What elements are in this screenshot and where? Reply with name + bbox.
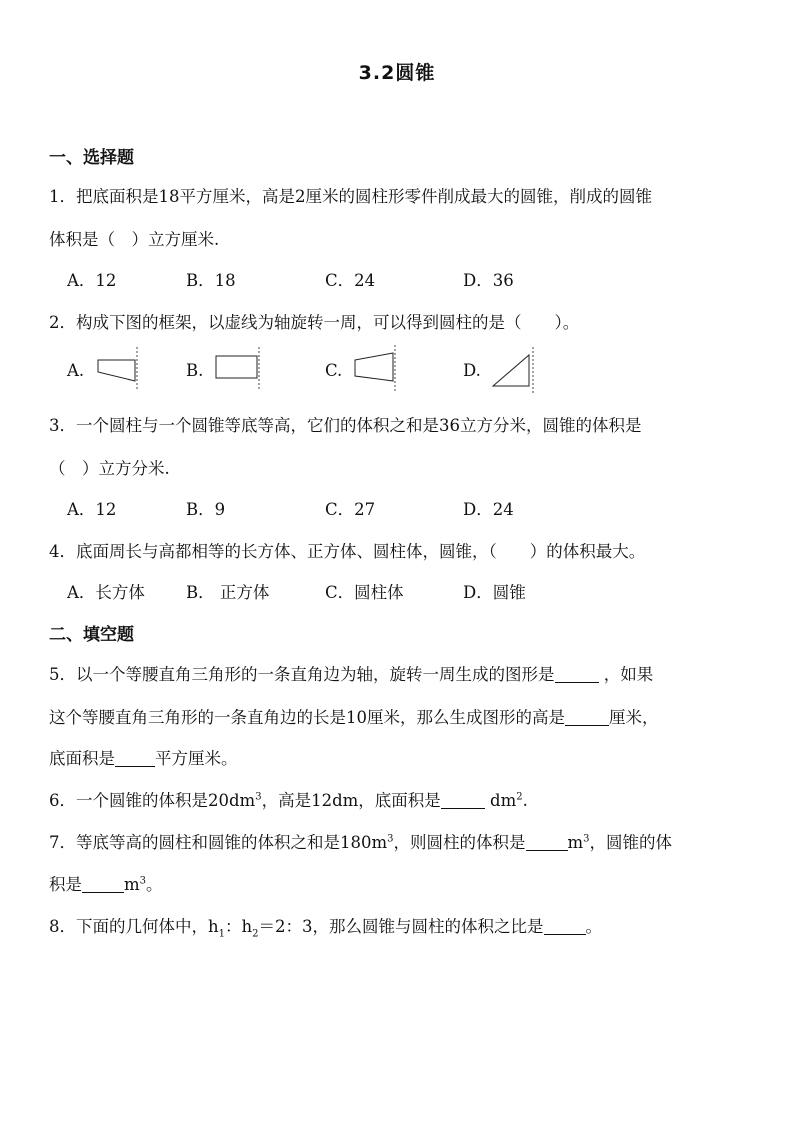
q2-figure-label-a[interactable]: A. xyxy=(67,361,85,380)
q6-blank-1[interactable] xyxy=(441,792,485,810)
q8-text-b: ：h xyxy=(225,917,253,936)
q7-blank-2[interactable] xyxy=(82,876,124,894)
q1-option-d[interactable]: D．36 xyxy=(463,271,514,290)
q4-option-a[interactable]: A．长方体 xyxy=(67,583,145,602)
q4-option-b[interactable]: B． 正方体 xyxy=(186,583,270,602)
q6-text-d: . xyxy=(522,791,528,810)
q2-text-line1: 2．构成下图的框架，以虚线为轴旋转一周，可以得到圆柱的是（ ）。 xyxy=(49,313,580,332)
q8-sub-1: 1 xyxy=(218,928,225,940)
q5-line2-tail: 厘米， xyxy=(609,708,659,727)
q3-option-d[interactable]: D．24 xyxy=(463,500,514,519)
q1-option-b[interactable]: B．18 xyxy=(186,271,236,290)
q2-figure-label-d[interactable]: D. xyxy=(463,361,481,380)
q3-option-b[interactable]: B．9 xyxy=(186,500,226,519)
q2-figure-c-trapezoid xyxy=(352,345,402,393)
section-heading-fill: 二、填空题 xyxy=(49,625,134,645)
q5-line3-tail: 平方厘米。 xyxy=(155,749,238,768)
q7-text-c: m xyxy=(567,833,584,852)
q7-text-e: 积是 xyxy=(49,875,82,894)
q8-blank-1[interactable] xyxy=(544,918,586,936)
q8-sub-2: 2 xyxy=(252,928,259,940)
q5-text-line2 xyxy=(49,704,659,728)
q7-text-f: m xyxy=(124,875,140,894)
q5-line3-text: 底面积是 xyxy=(49,749,115,768)
q1-option-a[interactable]: A．12 xyxy=(67,271,117,290)
q3-text-line1: 3．一个圆柱与一个圆锥等底等高，它们的体积之和是36立方分米，圆锥的体积是 xyxy=(49,416,642,435)
q8-text-a: 8．下面的几何体中，h xyxy=(49,917,219,936)
q8-text-line1 xyxy=(49,913,602,939)
q6-text-b: ，高是12dm，底面积是 xyxy=(261,791,441,810)
q3-option-c[interactable]: C．27 xyxy=(325,500,376,519)
q5-line1-tail: ，如果 xyxy=(598,665,654,684)
q3-option-a[interactable]: A．12 xyxy=(67,500,117,519)
q5-line2-text: 这个等腰直角三角形的一条直角边的长是10厘米，那么生成图形的高是 xyxy=(49,708,565,727)
q6-text-a: 6．一个圆锥的体积是20dm xyxy=(49,791,256,810)
q3-text-line2: （ ）立方分米. xyxy=(49,459,170,478)
q8-text-d: 。 xyxy=(585,917,603,936)
q6-text-line1 xyxy=(49,787,528,811)
page-title: 3.2圆锥 xyxy=(358,62,436,84)
q5-blank-3[interactable] xyxy=(115,750,155,768)
q5-blank-2[interactable] xyxy=(565,709,609,727)
q7-text-line1 xyxy=(49,829,672,853)
q6-text-c: dm xyxy=(484,791,517,810)
q5-text-line3 xyxy=(49,745,238,769)
section-heading-choice: 一、选择题 xyxy=(49,148,134,168)
q1-option-c[interactable]: C．24 xyxy=(325,271,376,290)
q4-option-c[interactable]: C．圆柱体 xyxy=(325,583,404,602)
q2-figure-label-c[interactable]: C. xyxy=(325,361,343,380)
q5-blank-1[interactable] xyxy=(555,666,599,684)
q6-sup-2: 2 xyxy=(516,791,523,803)
q2-figure-label-b[interactable]: B. xyxy=(186,361,204,380)
q7-sup-3: 3 xyxy=(139,875,147,887)
q4-option-d[interactable]: D．圆锥 xyxy=(463,583,526,602)
q7-sup-1: 3 xyxy=(387,833,394,845)
q1-text-line2: 体积是（ ）立方厘米. xyxy=(49,230,220,249)
q7-text-b: ，则圆柱的体积是 xyxy=(393,833,526,852)
q5-line1-text: 5．以一个等腰直角三角形的一条直角边为轴，旋转一周生成的图形是 xyxy=(49,665,555,684)
q7-text-d: ，圆锥的体 xyxy=(589,833,673,852)
q7-sup-2: 3 xyxy=(583,833,590,845)
q2-figure-d-triangle xyxy=(490,345,540,393)
q1-text-line1: 1．把底面积是18平方厘米，高是2厘米的圆柱形零件削成最大的圆锥，削成的圆锥 xyxy=(49,187,652,206)
q7-text-a: 7．等底等高的圆柱和圆锥的体积之和是180m xyxy=(49,833,388,852)
q7-blank-1[interactable] xyxy=(526,834,568,852)
q4-text-line1: 4．底面周长与高都相等的长方体、正方体、圆柱体，圆锥，（ ）的体积最大。 xyxy=(49,542,646,561)
q8-text-c: ＝2：3，那么圆锥与圆柱的体积之比是 xyxy=(258,917,544,936)
q7-text-g: 。 xyxy=(146,875,163,894)
q5-text-line1 xyxy=(49,661,653,685)
q2-figure-b-rectangle xyxy=(213,345,263,393)
q7-text-line2 xyxy=(49,871,163,895)
q6-sup-1: 3 xyxy=(255,791,262,803)
q2-figure-a-trapezoid xyxy=(95,345,145,393)
